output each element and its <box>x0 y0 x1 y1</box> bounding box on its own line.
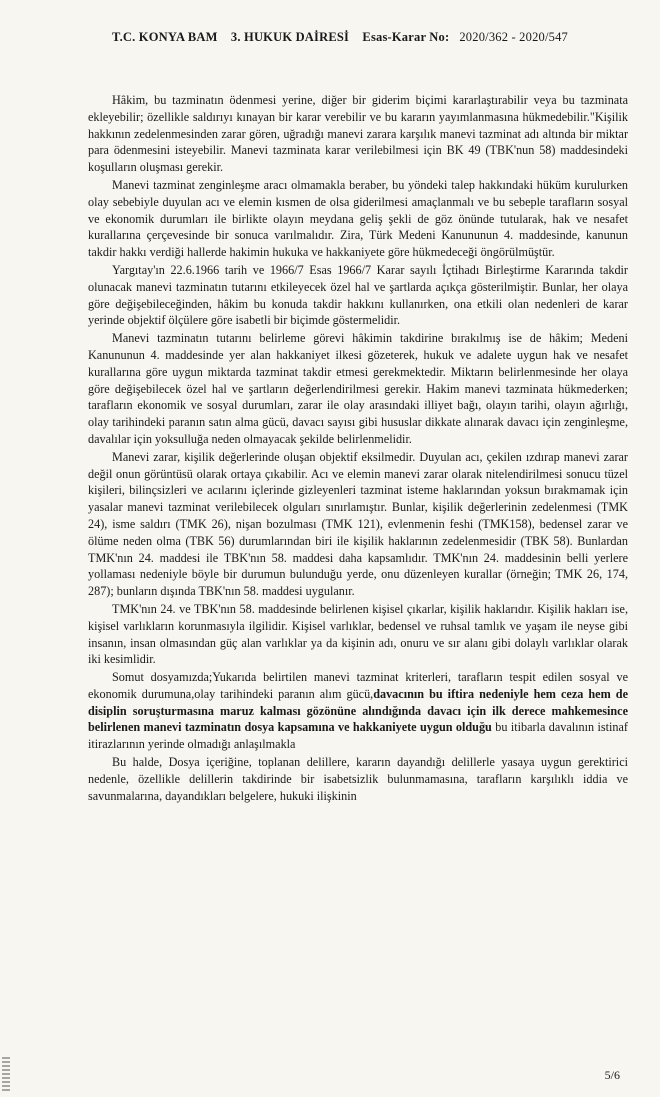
paragraph-5: Manevi zarar, kişilik değerlerinde oluşan objektif eksilmedir. Duyulan acı, çekilen ızdırap manevi zarar değil onun görüntüsü olarak ortaya çıkabilir. Acı ve elemin manevi zarar olarak nitelendirilmesi sonucu tüzel kişileri, bilinçsizleri ve acılarını içlerinde gizleyenleri tazminat isteme haklarından yoksun bırakmamak için yasalar manevi tazminat verilebilecek olguları sınırlamıştır. Bunlar, kişilik değerlerinin zedelenmesi (TMK 24), isme saldırı (TMK 26), nişan bozulması (TMK 121), evlenmenin feshi (TMK158), bedensel zarar ve ölüme neden olma (TBK 56) durumlarından biri ile kişilik haklarının zedelenmesidir (TBK 58). Bunlardan TMK'nın 24. maddesi ile TBK'nın 58. maddesi daha kapsamlıdır. TMK'nın 24. maddesinin belli yerlere yollaması nedeniyle böyle bir durumun bulunduğu yerde, onu düzenleyen kurallar (örneğin; TMK 26, 174, 287); bunların dışında TBK'nın 58. maddesi uygulanır. <box>88 449 628 599</box>
case-number: 2020/362 - 2020/547 <box>459 30 569 44</box>
chamber-name: 3. HUKUK DAİRESİ <box>230 30 350 44</box>
court-name: T.C. KONYA BAM <box>112 30 218 44</box>
paragraph-4: Manevi tazminatın tutarını belirleme görevi hâkimin takdirine bırakılmış ise de hâkim; Medeni Kanununun 4. maddesinde yer alan hakkaniyet ilkesi gözeterek, hukuk ve adalete uygun hak ve nesafet kurallarına göre uygun miktarda tazminat takdir etmesi gerekmektedir. Miktarın belirlenmesinde her olaya göre değişebilecek özel hal ve şartların değerlendirilmesi gerekir. Hakim manevi tazminata hükmederken; tarafların ekonomik ve sosyal durumları, zarar ile olay arasındaki illiyet bağı, olayın tarihi, olayın ağırlığı, olay tarihindeki paranın satın alma gücü, davacı sayısı gibi hususlar dikkate alınarak davacı için zenginleşme, davalılar için yoksulluğa neden olmayacak şekilde belirlenmelidir. <box>88 331 628 446</box>
paragraph-2: Manevi tazminat zenginleşme aracı olmamakla beraber, bu yöndeki talep hakkındaki hüküm kurulurken olay sebebiyle duyulan acı ve elemin kısmen de olsa giderilmesi amaçlanmalı ve bu sebeple tarafların sosyal ve ekonomik durumları ile birlikte olayın meydana geliş şekli de göz önünde tutularak, hak ve nesafet kurallarına çerçevesinde bir sonuca varılmalıdır. Zira, Türk Medeni Kanununun 4. maddesinde, kanunun takdir hakkı verdiği hallerde hakimin hukuka ve hakkaniyete göre hükmedeceği öngörülmüştür. <box>88 177 628 260</box>
paragraph-8: Bu halde, Dosya içeriğine, toplanan delillere, kararın dayandığı delillerle yasaya uygun gerektirici nedenle, özellikle delillerin takdirinde bir isabetsizlik bulunmamasına, tarafların karşılıklı iddia ve savunmalarına, dayandıkları belgelere, hukuki ilişkinin <box>88 755 628 803</box>
document-body <box>88 92 628 805</box>
paragraph-7 <box>88 669 628 753</box>
paragraph-1: Hâkim, bu tazminatın ödenmesi yerine, diğer bir giderim biçimi kararlaştırabilir veya bu tazminata ekleyebilir; özellikle saldırıyı kınayan bir karar verebilir ve bu kararın yayımlanmasına hükmedebilir."Kişilik hakkının zedelenmesinden zarar gören, uğradığı manevi zarara karşılık manevi tazminat adı altında bir miktar para ödenmesini isteyebilir. Manevi tazminata karar verilebilmesi için BK 49 (TBK'nun 58) maddesindeki koşulların oluşması gerekir. <box>88 93 628 175</box>
paragraph-7-end: bu itibarla davalının istinaf itirazlarının yerinde olmadığı anlaşılmakla <box>88 720 628 752</box>
page-number: 5/6 <box>604 1068 620 1082</box>
margin-scan-mark <box>2 1055 10 1091</box>
page-header <box>112 30 620 45</box>
paragraph-7-bold: davacının bu iftira nedeniyle hem ceza hem de disiplin soruşturmasına maruz kalması gözönüne alındığında davacı için ilk derece mahkemesince belirlenen manevi tazminatın dosya kapsamına ve hakkaniyete uygun olduğu <box>88 686 628 735</box>
paragraph-3: Yargıtay'ın 22.6.1966 tarih ve 1966/7 Esas 1966/7 Karar sayılı İçtihadı Birleştirme Kararında takdir olunacak manevi tazminatın tutarını etkileyecek özel hal ve şartlarda açıkça gösterilmiştir. Bunlar, her olaya göre değişebileceğinden, hâkim bu konuda takdir hakkını kullanırken, ona etkili olan nedenleri de karar yerinde objektif ölçülere göre isabetli bir biçimde göstermelidir. <box>88 262 628 328</box>
paragraph-7-start: Somut dosyamızda;Yukarıda belirtilen manevi tazminat kriterleri, tarafların tespit edilen sosyal ve ekonomik durumuna,olay tarihindeki paranın alım gücü, <box>88 670 628 701</box>
case-label: Esas-Karar No: <box>362 30 450 44</box>
paragraph-6: TMK'nın 24. ve TBK'nın 58. maddesinde belirlenen kişisel çıkarlar, kişilik haklarıdır. Kişilik hakları ise, kişisel varlıkların korunmasıyla ilgilidir. Kişisel varlıklar, bedensel ve ruhsal tamlık ve yaşam ile neyse gibi insanın, insan olmasından güç alan varlıklar ya da kişinin adı, onuru ve sır alanı gibi dolaylı varlıklar olarak iki kesimlidir. <box>88 601 628 667</box>
